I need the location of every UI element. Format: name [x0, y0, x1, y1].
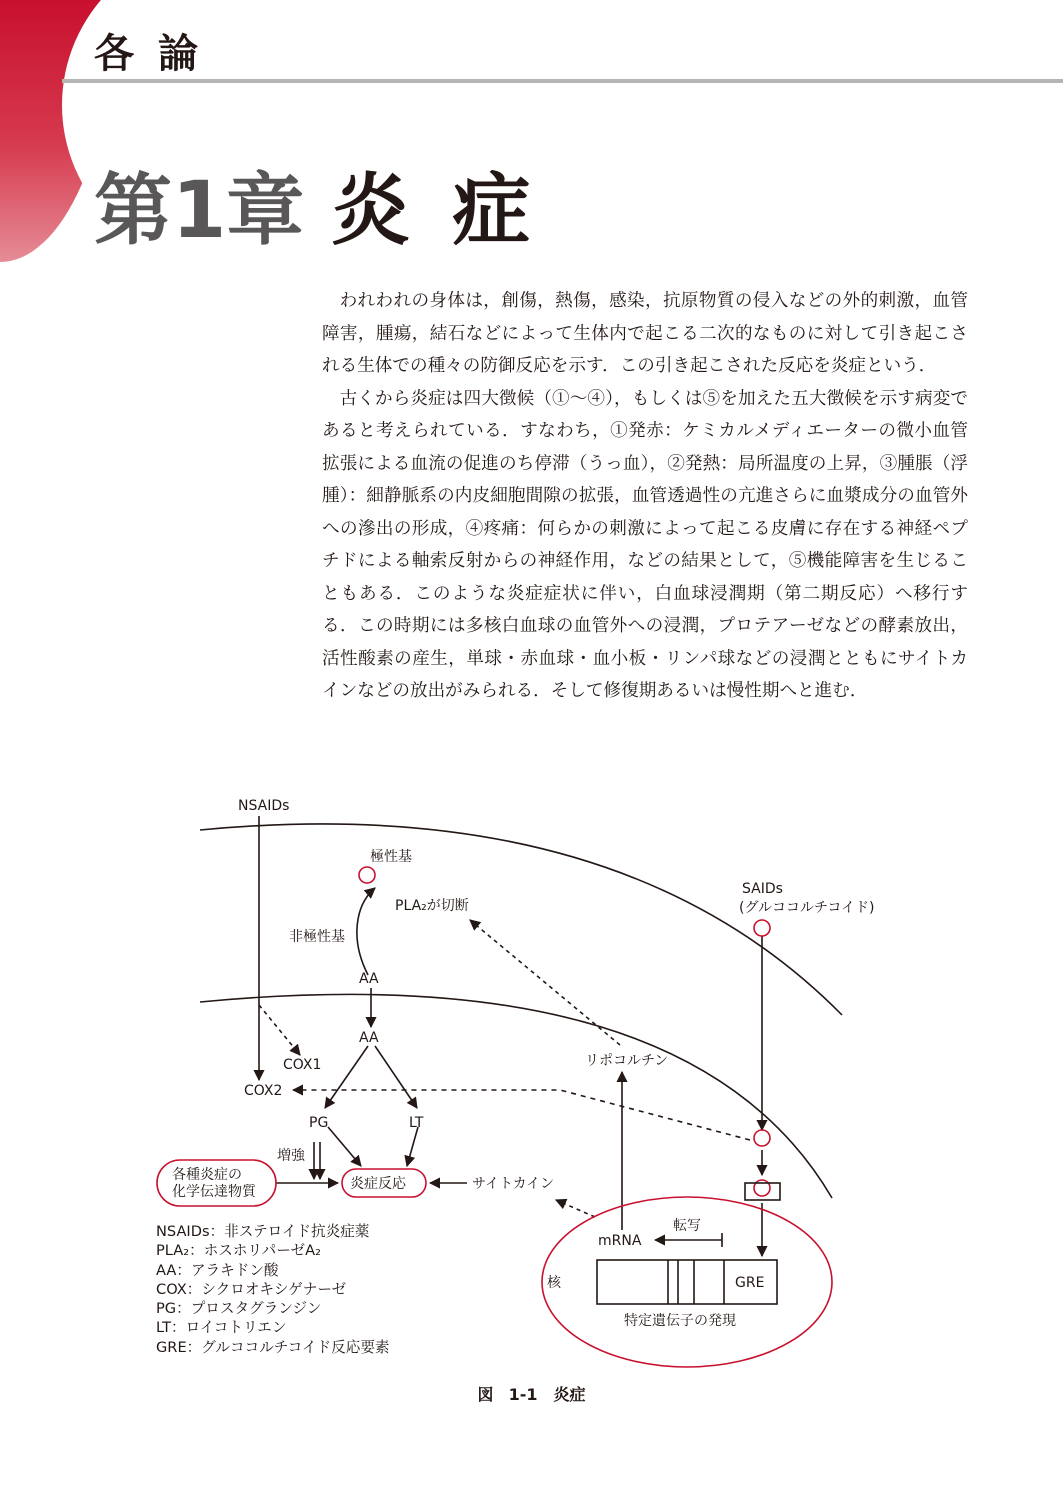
chapter-title: 炎症	[331, 166, 574, 256]
nsaids-label: NSAIDs	[238, 798, 290, 814]
polar-group-circle	[359, 867, 375, 883]
abbreviation-legend	[156, 1222, 390, 1357]
header-rule	[62, 79, 1063, 83]
figure-caption: 図 1-1 炎症	[477, 1385, 586, 1404]
lt-to-inflammation-arrow	[407, 1127, 418, 1166]
aa-to-pg-arrow	[325, 1046, 368, 1108]
legend-item: NSAIDs：非ステロイド抗炎症薬	[156, 1223, 370, 1240]
receptor-complex-box	[745, 1183, 780, 1200]
lipocortin-label: リポコルチン	[585, 1053, 669, 1069]
outer-membrane-curve	[200, 824, 842, 1015]
pg-label: PG	[309, 1115, 329, 1131]
mrna-label: mRNA	[598, 1233, 642, 1249]
legend-item: AA：アラキドン酸	[156, 1261, 279, 1279]
cox1-label: COX1	[283, 1057, 322, 1073]
aa-top-label: AA	[359, 971, 379, 987]
section-label: 各論	[94, 31, 222, 77]
pla2-cleave-label: PLA₂が切断	[395, 898, 469, 914]
transcription-label: 転写	[673, 1218, 701, 1234]
chapter-number: 第1章	[94, 166, 305, 256]
inflammation-figure	[0, 780, 1063, 1420]
legend-item: COX：シクロオキシゲナーゼ	[156, 1280, 347, 1298]
glucocorticoid-label: (グルココルチコイド)	[739, 900, 875, 916]
inner-membrane-curve	[200, 994, 832, 1198]
legend-item: LT：ロイコトリエン	[156, 1319, 287, 1337]
aa-to-lt-arrow	[375, 1046, 417, 1108]
legend-item: PLA₂：ホスホリパーゼA₂	[156, 1242, 321, 1260]
aa-bottom-label: AA	[359, 1030, 379, 1046]
legend-item: GRE：グルココルチコイド反応要素	[156, 1338, 390, 1356]
saids-circle	[754, 920, 770, 936]
gre-label: GRE	[735, 1275, 765, 1291]
cox2-label: COX2	[244, 1083, 283, 1099]
nonpolar-group-label: 非極性基	[289, 929, 345, 945]
enhance-label: 増強	[277, 1148, 305, 1164]
paragraph-intro: われわれの身体は，創傷，熱傷，感染，抗原物質の侵入などの外的刺激，血管障害，腫瘍，結石などによって生体内で起こる二次的なものに対して引き起こされる生体での種々の防御反応を示す．この引き起こされた反応を炎症という．	[322, 291, 968, 376]
cytokine-label: サイトカイン	[472, 1176, 555, 1192]
mrna-to-cytokine-arrow	[556, 1200, 595, 1217]
legend-item: PG：プロスタグランジン	[156, 1300, 322, 1318]
cytoplasm-receptor-circle	[754, 1130, 770, 1146]
nucleus-label: 核	[547, 1275, 561, 1291]
inflammation-label: 炎症反応	[350, 1176, 406, 1192]
pg-to-inflammation-arrow	[328, 1127, 361, 1166]
saids-label: SAIDs	[742, 881, 783, 897]
nonpolar-curve	[357, 888, 375, 975]
body-text	[322, 285, 968, 708]
chapter-heading	[94, 148, 573, 260]
cox2-suppression-arrow	[293, 1090, 750, 1140]
gene-expression-label: 特定遺伝子の発現	[624, 1313, 736, 1329]
nsaids-to-cox1-arrow	[259, 1005, 300, 1055]
paragraph-signs: 古くから炎症は四大徴候（①〜④），もしくは⑤を加えた五大徴候を示す病変であると考えられている．すなわち，①発赤：ケミカルメディエーターの微小血管拡張による血流の促進のち停滞（うっ血），②発熱：局所温度の上昇，③腫脹（浮腫）：細静脈系の内皮細胞間隙の拡張，血管透過性の亢進さらに血漿成分の血管外への滲出の形成，④疼痛：何らかの刺激によって起こる皮膚に存在する神経ペプチドによる軸索反射からの神経作用，などの結果として，⑤機能障害を生じることもある．このような炎症症状に伴い，白血球浸潤期（第二期反応）へ移行する．この時期には多核白血球の血管外への浸潤，プロテアーゼなどの酵素放出，活性酸素の産生，単球・赤血球・血小板・リンパ球などの浸潤とともにサイトカインなどの放出がみられる．そして修復期あるいは慢性期へと進む．	[322, 388, 968, 701]
mediators-label-line2: 化学伝達物質	[172, 1184, 256, 1200]
lt-label: LT	[409, 1115, 424, 1131]
mediators-label-line1: 各種炎症の	[172, 1167, 242, 1183]
polar-group-label: 極性基	[370, 849, 412, 865]
